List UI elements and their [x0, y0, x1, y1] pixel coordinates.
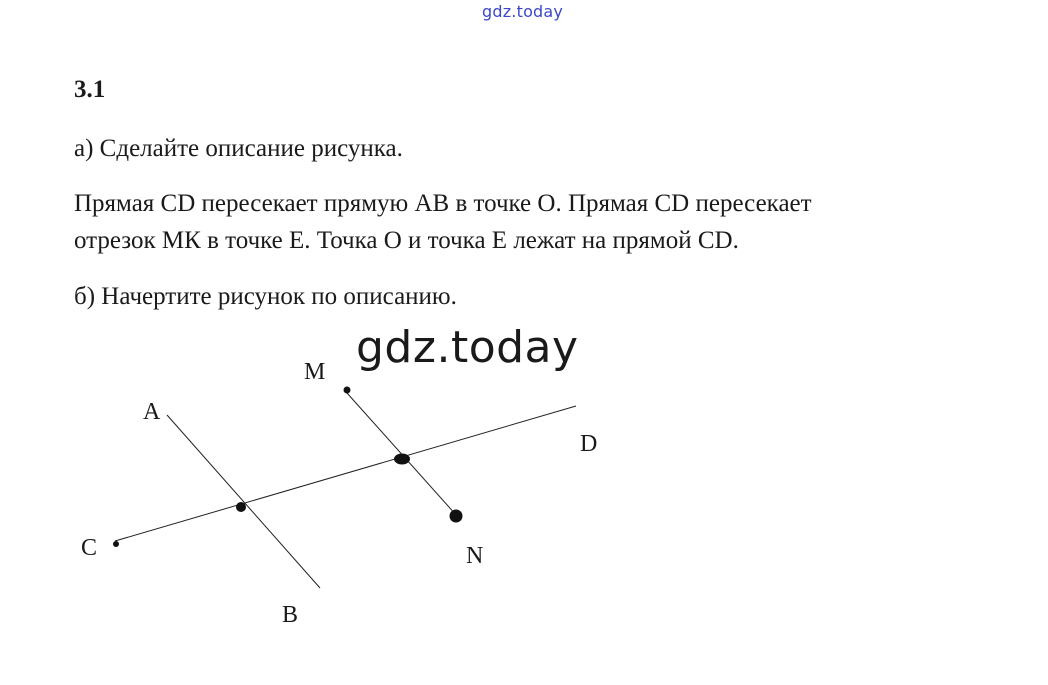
description-line-1: Прямая CD пересекает прямую AB в точке О. Прямая CD пересекает: [74, 190, 812, 217]
point-n: [450, 510, 463, 523]
label-d: D: [580, 431, 598, 457]
label-b: B: [282, 602, 299, 628]
label-n: N: [466, 543, 484, 569]
point-m: [344, 387, 351, 394]
point-c: [113, 541, 119, 547]
line-ab: [167, 415, 320, 588]
point-o: [236, 502, 246, 512]
watermark-small: gdz.today: [482, 2, 564, 21]
label-m: M: [304, 359, 326, 385]
watermark-large: gdz.today: [356, 322, 579, 373]
task-part-a: а) Сделайте описание рисунка.: [74, 135, 403, 162]
label-c: C: [81, 535, 98, 561]
label-a: A: [143, 399, 161, 425]
point-e: [394, 454, 410, 465]
task-part-b: б) Начертите рисунок по описанию.: [74, 283, 457, 310]
line-cd: [115, 406, 576, 541]
description-line-2: отрезок МК в точке Е. Точка О и точка Е лежат на прямой CD.: [74, 227, 739, 254]
task-number: 3.1: [74, 76, 106, 103]
